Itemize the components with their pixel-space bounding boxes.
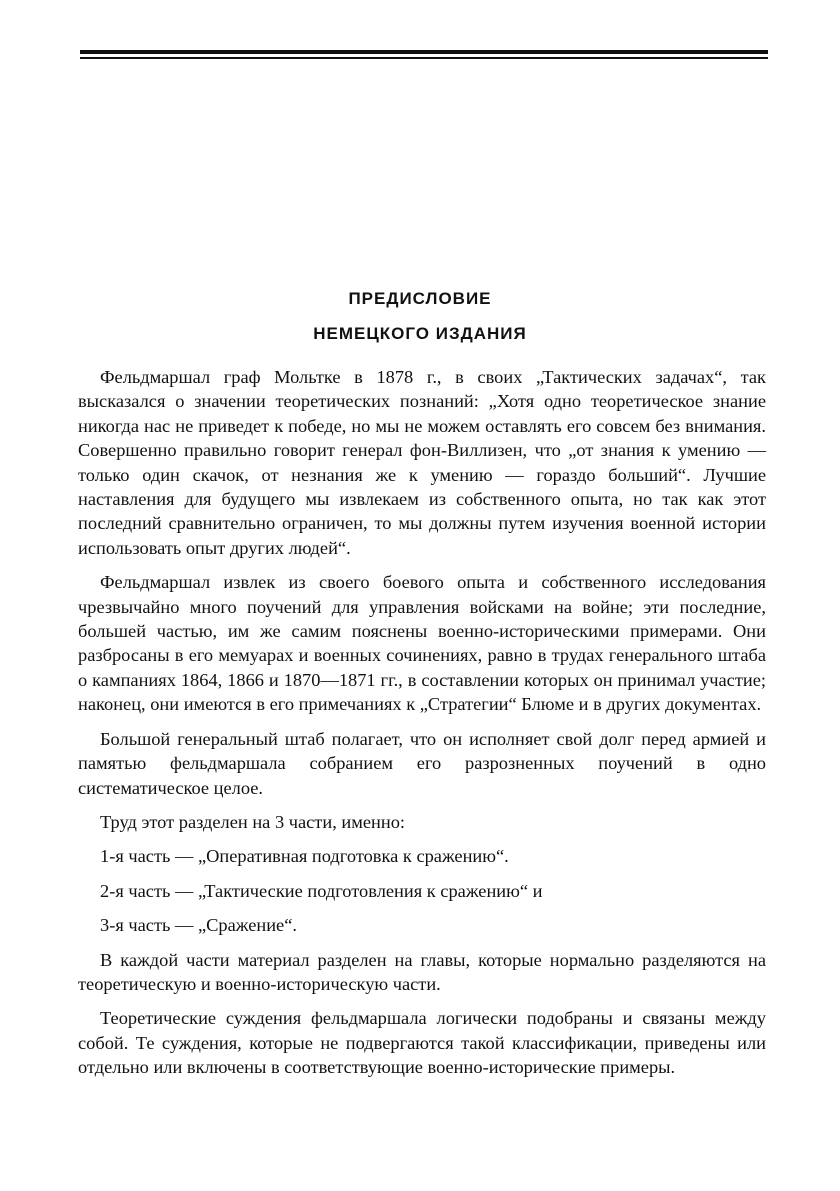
list-item: 1-я часть — „Оперативная подготовка к сражению“. — [100, 846, 509, 867]
page-subtitle: НЕМЕЦКОГО ИЗДАНИЯ — [313, 324, 527, 343]
paragraph: Большой генеральный штаб полагает, что он исполняет свой долг перед армией и памятью фельдмаршала собранием его разрозненных поучений в одно систематическое целое. — [78, 728, 766, 798]
paragraph: Теоретические суждения фельдмаршала логически подобраны и связаны между собой. Те суждения, которые не подвергаются такой классификации, приведены или отдельно или включены в соответствующие военно-исторические примеры. — [78, 1008, 766, 1078]
paragraph: В каждой части материал разделен на главы, которые нормально разделяются на теоретическую и военно-историческую части. — [78, 949, 766, 994]
list-item: 2-я часть — „Тактические подготовления к сражению“ и — [100, 880, 543, 901]
paragraph: Фельдмаршал граф Мольтке в 1878 г., в своих „Тактических задачах“, так высказался о значении теоретических познаний: „Хотя одно теоретическое знание никогда нас не приведет к победе, но мы не можем оставлять его совсем без внимания. Совершенно правильно говорит генерал фон-Виллизен, что „от знания к умению — только один скачок, от незнания же к умению — гораздо больший“. Лучшие наставления для будущего мы извлекаем из собственного опыта, но так как этот последний сравнительно ограничен, то мы должны путем изучения военной истории использовать опыт других людей“. — [78, 367, 766, 558]
list-item: 3-я часть — „Сражение“. — [100, 915, 297, 936]
top-rule-thick — [80, 50, 768, 54]
paragraph: Фельдмаршал извлек из своего боевого опыта и собственного исследования чрезвычайно много поучений для управления войсками на войне; эти последние, большей частью, им же самим пояснены военно-историческими примерами. Они разбросаны в его мемуарах и военных сочинениях, равно в трудах генерального штаба о кампаниях 1864, 1866 и 1870—1871 гг., в составлении которых он принимал участие; наконец, они имеются в его примечаниях к „Стратегии“ Блюме и в других документах. — [78, 572, 766, 715]
page-title: ПРЕДИСЛОВИЕ — [348, 289, 492, 308]
body-text — [78, 365, 766, 1090]
top-rule-thin — [80, 57, 768, 59]
list-intro: Труд этот разделен на 3 части, именно: — [100, 811, 406, 832]
